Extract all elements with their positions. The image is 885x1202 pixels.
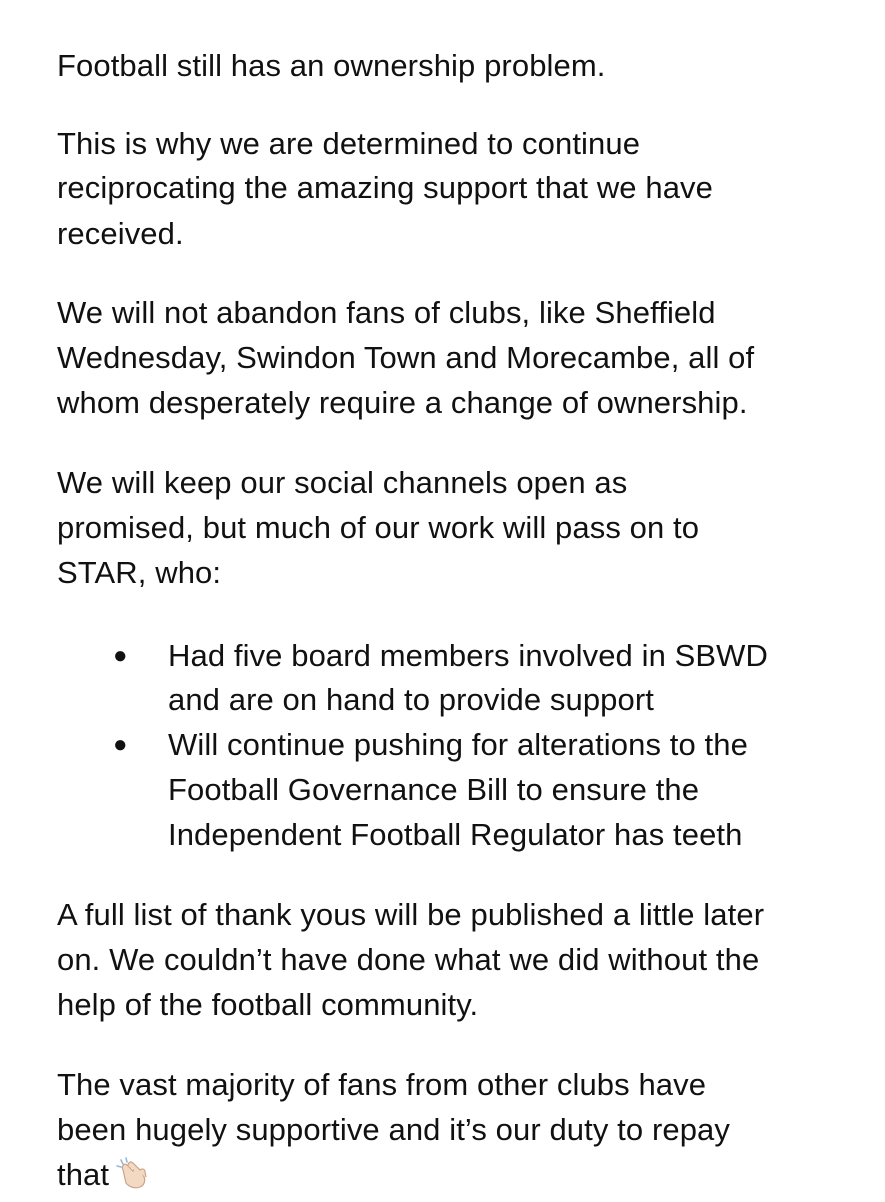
paragraph-4-line-3: STAR, who: [57,555,222,590]
paragraph-3-line-2: Wednesday, Swindon Town and Morecambe, all of [57,340,755,375]
bullet-2-line-2: Football Governance Bill to ensure the [168,772,700,807]
paragraph-6-line-3-text: that [57,1157,110,1192]
bullet-2-line-1: Will continue pushing for alterations to the [168,727,748,762]
paragraph-6-line-1: The vast majority of fans from other clubs have [57,1067,707,1102]
paragraph-3-line-3: whom desperately require a change of ownership. [57,385,748,420]
bullet-marker-1: ● [113,642,128,669]
paragraph-6-line-2: been hugely supportive and it’s our duty to repay [57,1112,730,1147]
paragraph-6-line-3 [57,1153,151,1202]
paragraph-4-line-1: We will keep our social channels open as [57,465,628,500]
paragraph-5-line-1: A full list of thank yous will be published a little later [57,897,765,932]
clapping-hands-icon [115,1156,151,1202]
paragraph-1-line-1: Football still has an ownership problem. [57,48,606,83]
bullet-2-line-3: Independent Football Regulator has teeth [168,817,743,852]
paragraph-2-line-2: reciprocating the amazing support that we have [57,170,713,205]
bullet-1-line-2: and are on hand to provide support [168,682,654,717]
paragraph-5-line-3: help of the football community. [57,987,479,1022]
paragraph-4-line-2: promised, but much of our work will pass on to [57,510,700,545]
paragraph-2-line-1: This is why we are determined to continue [57,126,641,161]
paragraph-2-line-3: received. [57,216,184,251]
bullet-1-line-1: Had five board members involved in SBWD [168,638,769,673]
bullet-marker-2: ● [113,731,128,758]
paragraph-5-line-2: on. We couldn’t have done what we did without the [57,942,760,977]
paragraph-3-line-1: We will not abandon fans of clubs, like Sheffield [57,295,716,330]
